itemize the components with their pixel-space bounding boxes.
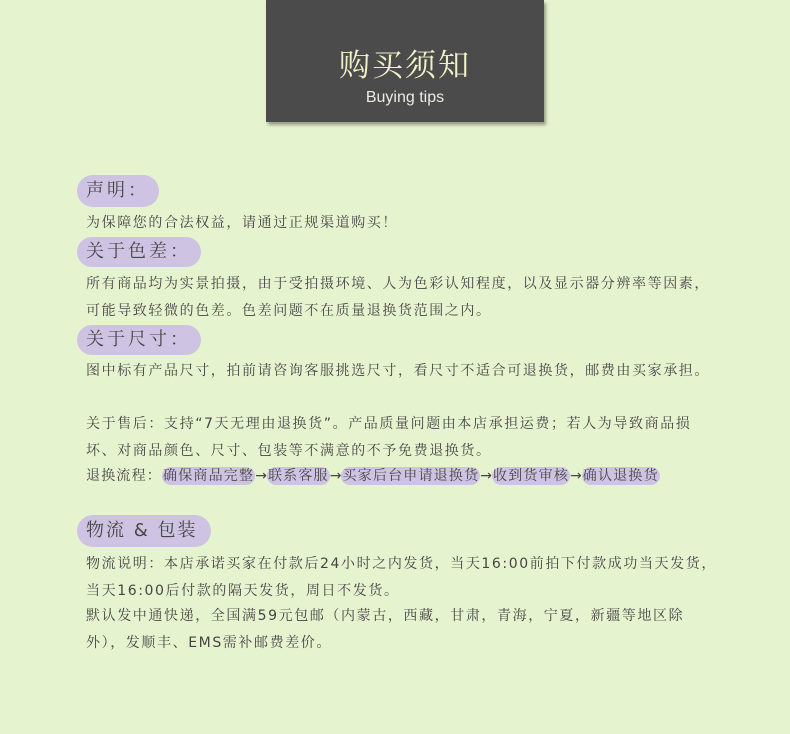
return-step-5: 确认退换货 xyxy=(582,468,659,484)
arrow-icon: → xyxy=(480,468,493,484)
return-step-2: 联系客服 xyxy=(267,468,329,484)
color-heading: 关于色差： xyxy=(77,237,201,267)
header-banner xyxy=(266,0,544,122)
page-title: 购买须知 xyxy=(339,48,471,84)
statement-heading: 声明： xyxy=(77,175,159,207)
return-flow xyxy=(86,463,660,489)
logistics-text-1: 物流说明：本店承诺买家在付款后24小时之内发货，当天16:00前拍下付款成功当天发货，当天16:00后付款的隔天发货，周日不发货。 xyxy=(86,556,717,599)
statement-text: 为保障您的合法权益，请通过正规渠道购买！ xyxy=(86,215,398,231)
arrow-icon: → xyxy=(255,468,267,484)
logistics-heading: 物流 & 包装 xyxy=(77,515,211,547)
color-text: 所有商品均为实景拍摄，由于受拍摄环境、人为色彩认知程度，以及显示器分辨率等因素，可能导致轻微的色差。色差问题不在质量退换货范围之内。 xyxy=(86,276,710,319)
return-flow-label: 退换流程： xyxy=(86,468,162,484)
arrow-icon: → xyxy=(329,468,342,484)
logistics-text-2: 默认发中通快递，全国满59元包邮（内蒙古，西藏，甘肃，青海，宁夏，新疆等地区除外），发顺丰、EMS需补邮费差价。 xyxy=(86,608,685,651)
size-text: 图中标有产品尺寸，拍前请咨询客服挑选尺寸，看尺寸不适合可退换货，邮费由买家承担。 xyxy=(86,363,710,379)
return-step-3: 买家后台申请退换货 xyxy=(342,468,480,484)
after-sales-text: 关于售后：支持“7天无理由退换货”。产品质量问题由本店承担运费；若人为导致商品损坏、对商品颜色、尺寸、包装等不满意的不予免费退换货。 xyxy=(86,416,692,459)
arrow-icon: → xyxy=(570,468,582,484)
size-heading: 关于尺寸： xyxy=(77,325,201,355)
return-step-4: 收到货审核 xyxy=(493,468,570,484)
page-subtitle: Buying tips xyxy=(365,89,445,106)
return-step-1: 确保商品完整 xyxy=(163,468,255,484)
